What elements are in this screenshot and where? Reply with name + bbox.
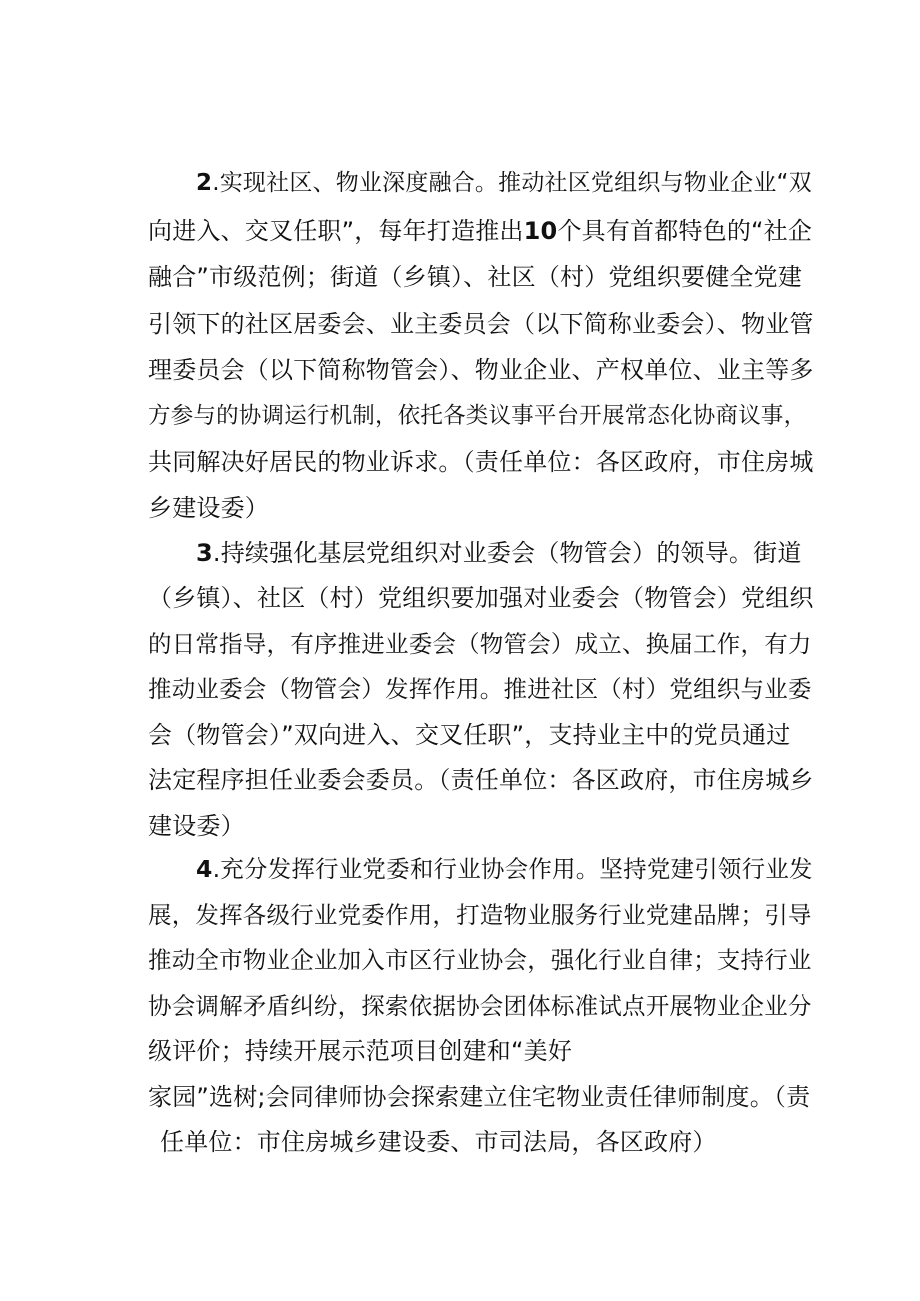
item3-line-4: 推动业委会（物管会）发挥作用。推进社区（村）党组织与业委 xyxy=(148,675,812,703)
item2-text-2b: 个具有首都特色的“社企 xyxy=(557,217,813,245)
item2-line-4: 引领下的社区居委会、业主委员会（以下简称业委会）、物业管 xyxy=(148,310,814,338)
item3-line-5: 会（物管会）”双向进入、交叉任职”，支持业主中的党员通过 xyxy=(148,721,791,749)
item4-line-2: 展，发挥各级行业党委作用，打造物业服务行业党建品牌；引导 xyxy=(148,901,812,929)
item3-line-6: 法定程序担任业委会委员。（责任单位：各区政府，市住房城乡 xyxy=(148,766,814,794)
item4-number: 4 xyxy=(196,855,213,883)
item2-number: 2 xyxy=(196,170,213,196)
item3-line-1 xyxy=(196,537,802,569)
item3-line-2: （乡镇）、社区（村）党组织要加强对业委会（物管会）党组织 xyxy=(148,584,814,612)
item4-line-4: 协会调解矛盾纠纷，探索依据协会团体标准试点开展物业企业分 xyxy=(148,992,812,1020)
item2-text-2: 向进入、交叉任职”，每年打造推出 xyxy=(148,217,524,245)
item4-line-7: 任单位：市住房城乡建设委、市司法局，各区政府） xyxy=(160,1128,717,1156)
item2-line-2 xyxy=(148,215,812,247)
item4-line-3: 推动全市物业企业加入市区行业协会，强化行业自律；支持行业 xyxy=(148,946,812,974)
item3-line-7: 建设委） xyxy=(148,812,245,840)
item4-text-1: .充分发挥行业党委和行业协会作用。坚持党建引领行业发 xyxy=(212,855,813,883)
item2-line-6: 方参与的协调运行机制，依托各类议事平台开展常态化协商议事， xyxy=(148,403,807,429)
item2-line-1 xyxy=(196,167,812,199)
item4-line-1 xyxy=(196,853,813,885)
item4-line-5: 级评价；持续开展示范项目创建和“美好 xyxy=(148,1037,573,1065)
item3-number: 3 xyxy=(196,539,213,567)
item3-text-1: .持续强化基层党组织对业委会（物管会）的领导。街道 xyxy=(212,539,802,567)
item2-line-8: 乡建设委） xyxy=(148,494,269,522)
item4-line-6: 家园”选树;会同律师协会探索建立住宅物业责任律师制度。（责 xyxy=(148,1083,811,1111)
item2-line-7: 共同解决好居民的物业诉求。（责任单位：各区政府，市住房城 xyxy=(148,448,814,476)
item2-text-1: .实现社区、物业深度融合。推动社区党组织与物业企业“双 xyxy=(212,170,812,196)
item2-line-5: 理委员会（以下简称物管会）、物业企业、产权单位、业主等多 xyxy=(148,356,814,384)
item2-line-3: 融合”市级范例；街道（乡镇）、社区（村）党组织要健全党建 xyxy=(148,263,803,291)
item3-line-3: 的日常指导，有序推进业委会（物管会）成立、换届工作，有力 xyxy=(148,630,812,658)
item2-count: 10 xyxy=(523,217,558,245)
